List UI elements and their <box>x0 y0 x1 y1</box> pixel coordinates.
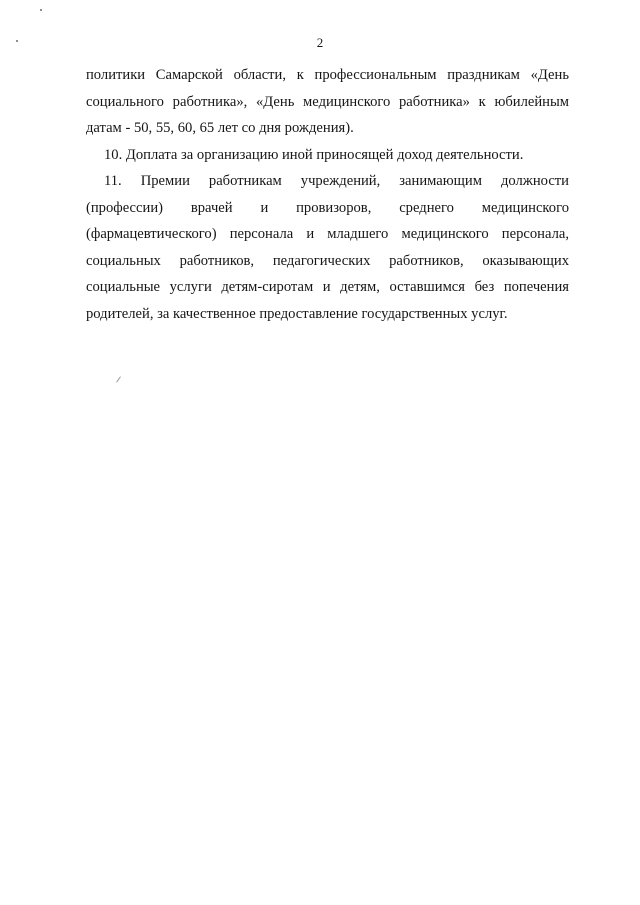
pen-mark <box>116 376 121 382</box>
paragraph-line: (фармацевтического) персонала и младшего медицинского персонала, <box>86 226 569 243</box>
paragraph-line: 11. Премии работникам учреждений, занимающим должности <box>104 173 569 189</box>
paragraph-line: социальных работников, педагогических работников, оказывающих <box>86 252 569 269</box>
scan-speck <box>40 9 42 11</box>
paragraph-item-11 <box>86 168 569 328</box>
page-number: 2 <box>316 35 324 50</box>
paragraph-line: 10. Доплата за организацию иной приносящей доход деятельности. <box>104 147 524 163</box>
paragraph-line: политики Самарской области, к профессиональным праздникам «День <box>86 67 569 83</box>
paragraph-line: датам - 50, 55, 60, 65 лет со дня рождения). <box>86 120 354 137</box>
paragraph-line: (профессии) врачей и провизоров, среднего медицинского <box>86 199 569 216</box>
paragraph-line: социальные услуги детям-сиротам и детям, оставшимся без попечения <box>86 279 569 296</box>
paragraph-line: родителей, за качественное предоставление государственных услуг. <box>86 305 508 322</box>
paragraph-line: социального работника», «День медицинского работника» к юбилейным <box>86 93 569 110</box>
paragraph-bonus-continuation <box>86 62 569 142</box>
paragraph-item-10 <box>86 142 569 169</box>
